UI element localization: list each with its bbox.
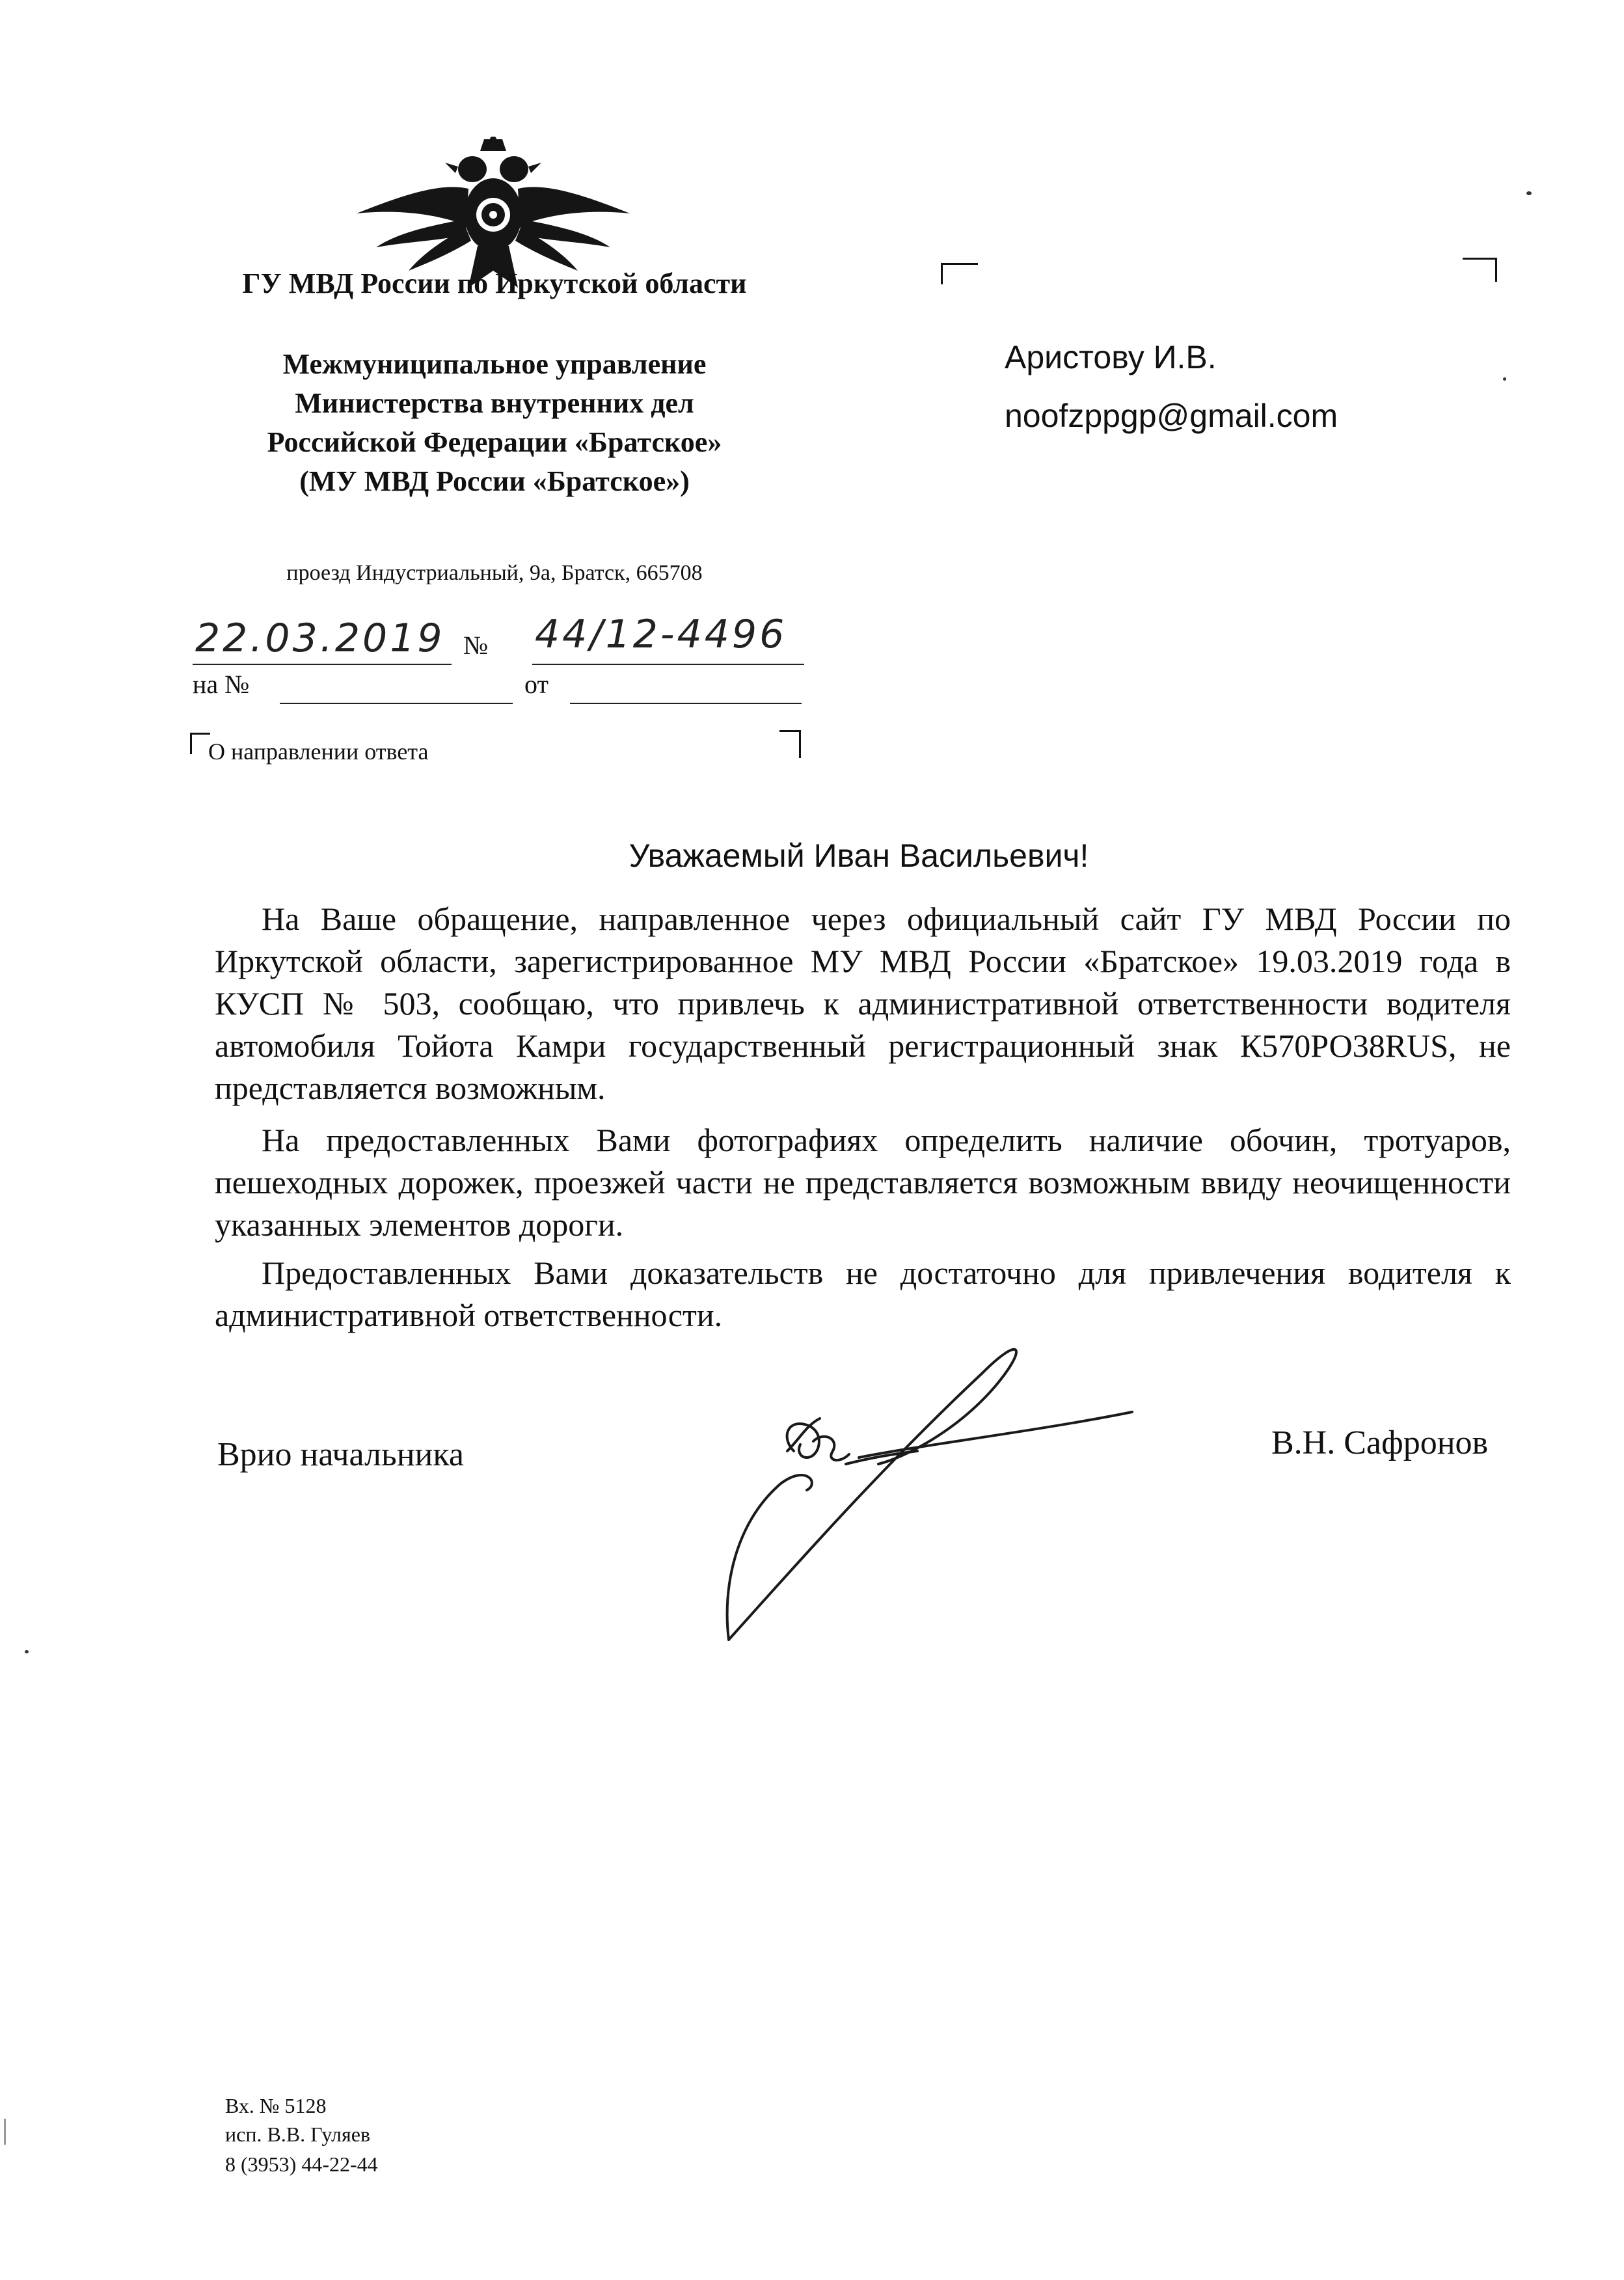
agency-name: ГУ МВД России по Иркутской области — [242, 267, 747, 299]
scan-edge-mark — [4, 2119, 6, 2145]
department-line: (МУ МВД России «Братское») — [299, 465, 690, 497]
scan-speck — [25, 1650, 29, 1653]
department-address: проезд Индустриальный, 9а, Братск, 665708 — [286, 561, 703, 585]
department-line: Российской Федерации «Братское» — [267, 426, 722, 458]
recipient-email: noofzppgp@gmail.com — [1005, 398, 1338, 434]
corner-mark — [1463, 258, 1497, 282]
handwritten-signature — [709, 1327, 1152, 1666]
registration-number-label: № — [463, 631, 489, 660]
executor-name: исп. В.В. Гуляев — [225, 2123, 371, 2146]
body-paragraph: Предоставленных Вами доказательств не достаточно для привлечения водителя к административной ответственности. — [215, 1255, 1511, 1333]
scan-speck — [1526, 191, 1532, 195]
department-line: Межмуниципальное управление — [282, 348, 707, 380]
corner-mark — [941, 263, 978, 284]
scan-speck — [1503, 377, 1506, 381]
corner-mark — [779, 730, 801, 758]
incoming-number: Вх. № 5128 — [225, 2094, 327, 2117]
greeting: Уважаемый Иван Васильевич! — [629, 837, 1089, 874]
underline — [532, 664, 804, 665]
registration-date: 22.03.2019 — [195, 616, 445, 661]
reply-to-number-blank — [280, 703, 513, 704]
letter-subject: О направлении ответа — [208, 739, 429, 765]
underline — [193, 664, 452, 665]
signer-name: В.Н. Сафронов — [1271, 1424, 1489, 1461]
body-paragraph: На предоставленных Вами фотографиях определить наличие обочин, тротуаров, пешеходных дорожек, проезжей части не представляется возможным ввиду неочищенности указанных элементов дороги. — [215, 1122, 1511, 1243]
department-name — [150, 345, 839, 501]
recipient-name: Аристову И.В. — [1005, 339, 1217, 375]
reply-to-date-blank — [570, 703, 802, 704]
executor-phone: 8 (3953) 44-22-44 — [225, 2152, 378, 2176]
department-line: Министерства внутренних дел — [295, 387, 694, 419]
registration-number: 44/12-4496 — [535, 612, 787, 657]
reply-to-number-label: на № — [193, 670, 250, 699]
signer-title: Врио начальника — [217, 1436, 464, 1473]
reply-to-date-label: от — [524, 670, 548, 699]
corner-mark — [190, 733, 210, 754]
body-paragraph: На Ваше обращение, направленное через официальный сайт ГУ МВД России по Иркутской области, зарегистрированное МУ МВД России «Братское» 19.03.2019 года в КУСП № 503, сообщаю, что привлечь к административной ответственности водителя автомобиля Тойота Камри государственный регистрационный знак К570РО38RUS, не представляется возможным. — [215, 901, 1511, 1106]
